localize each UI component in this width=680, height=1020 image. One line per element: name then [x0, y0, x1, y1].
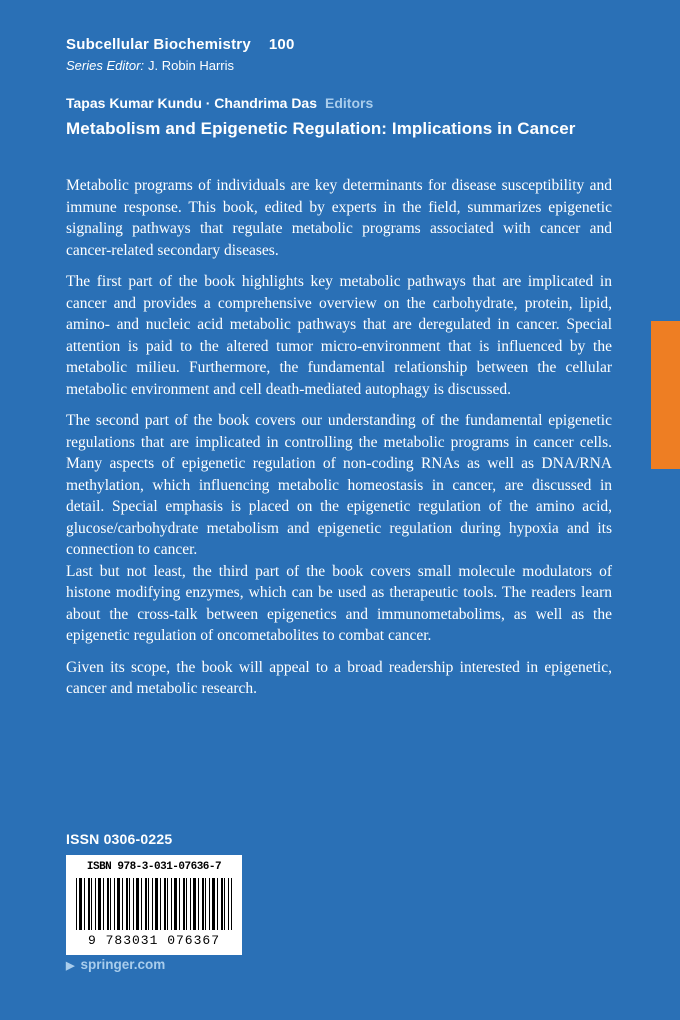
series-line	[66, 36, 612, 53]
blurb-paragraph: Last but not least, the third part of the book covers small molecule modulators of histone modifying enzymes, which can be used as therapeutic tools. The readers learn about the cross-talk between epigenetics and immunometabolims, as well as the epigenetic regulation of oncometabolites to combat cancer.	[66, 562, 612, 644]
series-editor-name: J. Robin Harris	[148, 58, 235, 73]
blurb-paragraph: The first part of the book highlights key metabolic pathways that are implicated in cancer and provides a comprehensive overview on the carbohydrate, protein, lipid, amino- and nucleic acid metabolic pathways that are deregulated in cancer. Special attention is paid to the altered tumor micro-environment that is influenced by the metabolic milieu. Furthermore, the fundamental relationship between the cellular metabolic environment and cell death-mediated autophagy is discussed.	[66, 273, 612, 398]
arrow-icon: ▶	[66, 960, 75, 972]
blurb-paragraph: The second part of the book covers our understanding of the fundamental epigenetic regulations that are implicated in controlling the metabolic programs in cancer cells. Many aspects of epigenetic regulation of non-coding RNAs as well as DNA/RNA methylation, which influencing metabolic homeostasis in cancer, are discussed in detail. Special emphasis is placed on the epigenetic regulation of the amino acid, glucose/carbohydrate metabolism and epigenetic regulation during hypoxia and its connection to cancer.	[66, 412, 612, 558]
springer-link-label: springer.com	[80, 957, 166, 972]
barcode-number: 9 783031 076367	[87, 933, 221, 948]
springer-link[interactable]	[66, 957, 165, 972]
book-title: Metabolism and Epigenetic Regulation: Implications in Cancer	[66, 119, 576, 138]
isbn-label: ISBN 978-3-031-07636-7	[86, 861, 222, 873]
spine-accent-tab	[651, 321, 680, 469]
series-editor-label: Series Editor:	[66, 58, 145, 73]
barcode-box	[66, 855, 242, 955]
blurb	[66, 175, 612, 700]
editors-names: Tapas Kumar Kundu · Chandrima Das	[66, 95, 318, 111]
issn-text: ISSN 0306-0225	[66, 831, 173, 847]
authors-line	[66, 95, 612, 111]
blurb-paragraph: Given its scope, the book will appeal to a broad readership interested in epigenetic, cancer and metabolic research.	[66, 658, 612, 697]
series-number: 100	[268, 36, 295, 53]
series-editor-line	[66, 58, 612, 73]
series-name: Subcellular Biochemistry	[66, 36, 251, 53]
editors-label: Editors	[325, 95, 374, 111]
blurb-paragraph: Metabolic programs of individuals are key determinants for disease susceptibility and immune response. This book, edited by experts in the field, summarizes epigenetic signaling pathways that regulate metabolic programs associated with cancer and cancer-related secondary diseases.	[66, 177, 612, 259]
barcode-icon	[76, 878, 232, 930]
